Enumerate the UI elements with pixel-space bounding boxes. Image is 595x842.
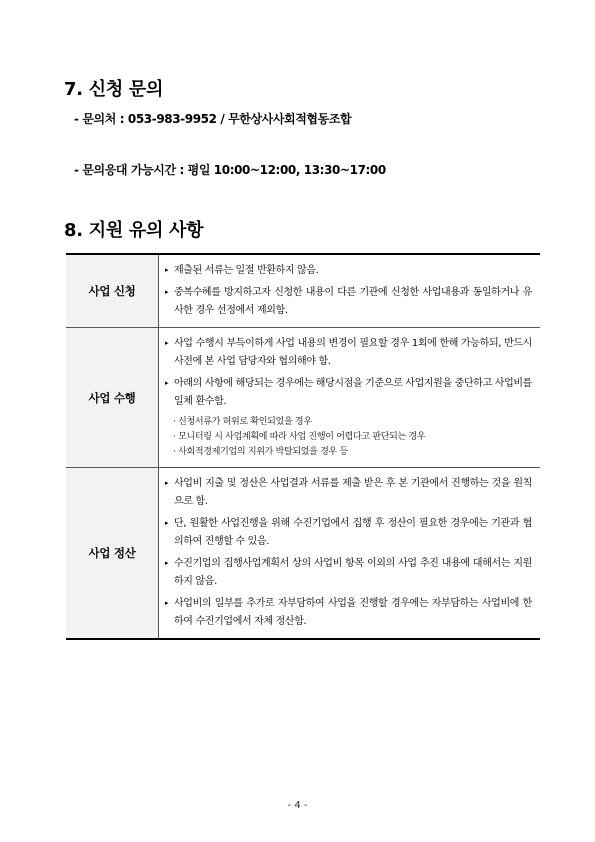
category-label: 사업 수행	[88, 390, 136, 405]
bullet-icon: ▸	[165, 479, 169, 487]
table-row	[66, 468, 540, 640]
notes-table	[66, 253, 540, 640]
bullet-icon: ▸	[165, 379, 169, 387]
bullet-icon: ▸	[165, 519, 169, 527]
contact-hours: - 문의응대 가능시간 : 평일 10:00~12:00, 13:30~17:00	[74, 163, 386, 177]
category-cell	[66, 468, 159, 640]
dot-icon: ·	[173, 432, 176, 442]
category-cell	[66, 254, 159, 328]
description-cell	[159, 468, 541, 640]
description-cell	[159, 254, 541, 328]
list-item: ▸ 수진기업의 집행사업계획서 상의 사업비 항목 이외의 사업 추진 내용에 대해서는 지원하지 않음.	[165, 555, 532, 591]
bullet-icon: ▸	[165, 339, 169, 347]
page-number: - 4 -	[287, 800, 308, 811]
bullet-icon: ▸	[165, 559, 169, 567]
dot-icon: ·	[173, 417, 176, 427]
category-cell	[66, 328, 159, 468]
bullet-icon: ▸	[165, 288, 169, 296]
list-item: ▸ 중복수혜를 방지하고자 신청한 내용이 다른 기관에 신청한 사업내용과 동일하거나 유사한 경우 선정에서 제외함.	[165, 284, 532, 320]
category-label: 사업 정산	[88, 546, 136, 560]
contact-info: - 문의처 : 053-983-9952 / 무한상사사회적협동조합	[74, 112, 352, 126]
sub-list-item: · 사회적경제기업의 지위가 박탈되었을 경우 등	[173, 447, 348, 457]
section-8-title: 8. 지원 유의 사항	[64, 220, 204, 241]
list-item: ▸ 아래의 사항에 해당되는 경우에는 해당시점을 기준으로 사업지원을 중단하고 사업비를 일체 환수함.	[165, 375, 532, 411]
list-item: ▸ 제출된 서류는 일절 반환하지 않음.	[165, 262, 532, 280]
list-item: ▸ 사업비의 일부를 추가로 자부담하여 사업을 진행할 경우에는 자부담하는 사업비에 한하여 수진기업에서 자체 정산함.	[165, 595, 532, 631]
section-7-title: 7. 신청 문의	[64, 79, 164, 100]
list-item: ▸ 사업 수행시 부득이하게 사업 내용의 변경이 필요할 경우 1회에 한해 가능하되, 반드시 사전에 본 사업 담당자와 협의해야 함.	[165, 335, 532, 371]
bullet-icon: ▸	[165, 599, 169, 607]
description-cell	[159, 328, 541, 468]
list-item: ▸ 단, 원활한 사업진행을 위해 수진기업에서 집행 후 정산이 필요한 경우에는 기관과 협의하여 진행할 수 있음.	[165, 515, 532, 551]
list-item: ▸ 사업비 지출 및 정산은 사업결과 서류를 제출 받은 후 본 기관에서 진행하는 것을 원칙으로 함.	[165, 475, 532, 511]
table-row	[66, 254, 540, 328]
bullet-icon: ▸	[165, 266, 169, 274]
dot-icon: ·	[173, 447, 176, 457]
sub-list-item: · 모니터링 시 사업계획에 따라 사업 진행이 어렵다고 판단되는 경우	[173, 432, 426, 442]
sub-list-item: · 신청서류가 허위로 확인되었을 경우	[173, 417, 312, 427]
table-row	[66, 328, 540, 468]
category-label: 사업 신청	[88, 284, 136, 298]
